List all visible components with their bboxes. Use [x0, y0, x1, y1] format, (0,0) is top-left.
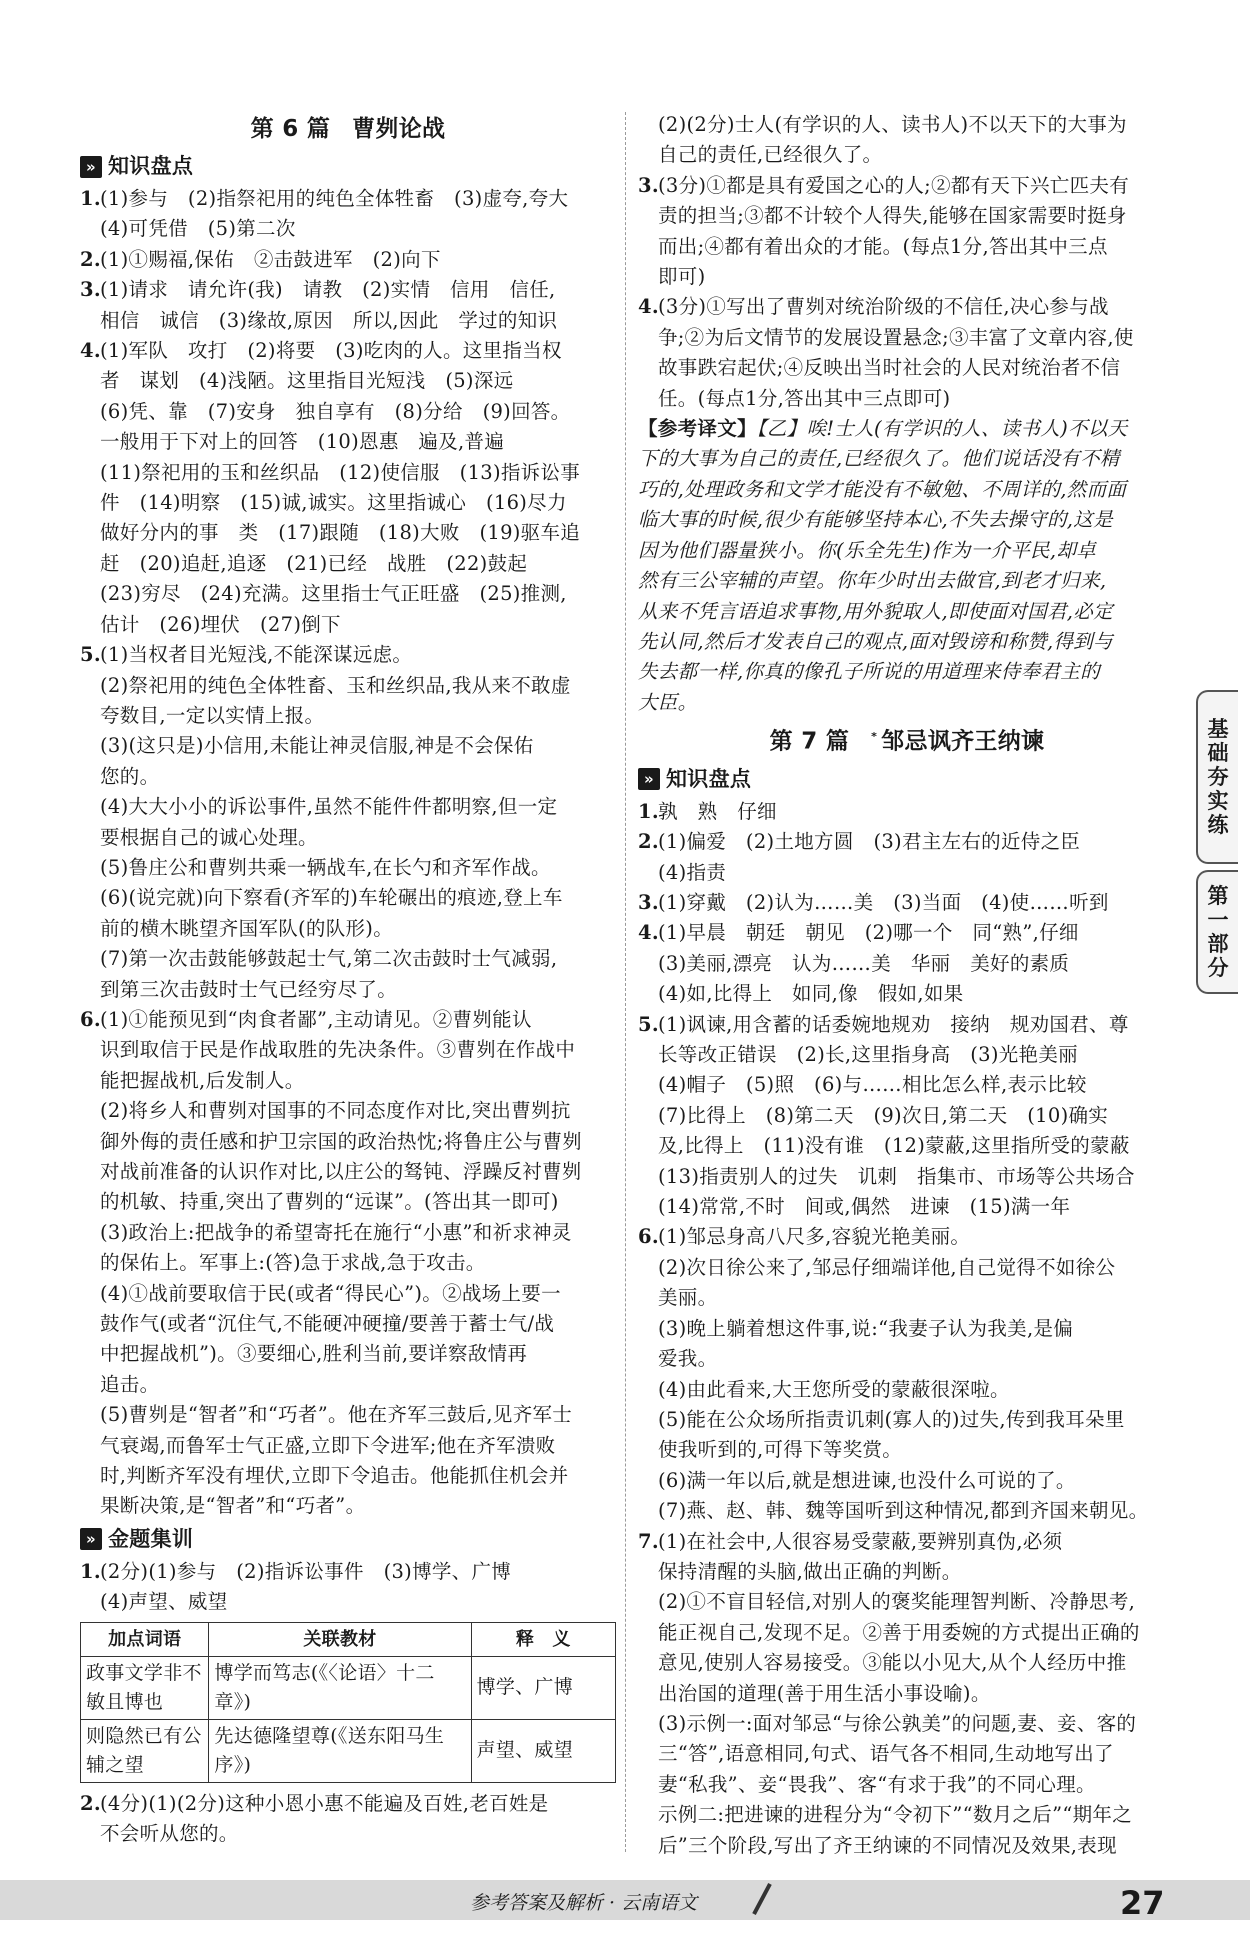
text-line: (4)如,比得上 如同,像 假如,如果 [658, 982, 964, 1006]
side-tab-label: 基础夯实练 [1207, 717, 1229, 837]
list-item [638, 797, 1176, 827]
text-line: 故事跌宕起伏;④反映出当时社会的人民对统治者不信 [658, 356, 1121, 380]
table-cell: 博学而笃志(《〈论语〉十二章》) [209, 1656, 471, 1719]
asterisk-mark: * [871, 730, 878, 744]
side-tab-section [1196, 690, 1238, 864]
text-line: (1)参与 (2)指祭祀用的纯色全体牲畜 (3)虚夸,夸大 [100, 187, 569, 210]
text-line: (1)请求 请允许(我) 请教 (2)实情 信用 信任, [100, 278, 556, 302]
text-line: (11)祭祀用的玉和丝织品 (12)使信服 (13)指诉讼事 [100, 460, 581, 484]
text-line: 自己的责任,已经很久了。 [658, 143, 883, 167]
text-line: (1)当权者目光短浅,不能深谋远虑。 [100, 643, 413, 667]
text-line: 果断决策,是“智者”和“巧者”。 [100, 1494, 366, 1518]
translation-first-line [638, 414, 1176, 444]
text-line: 争;②为后文情节的发展设置悬念;③丰富了文章内容,使 [658, 325, 1134, 349]
text-line: 示例二:把进谏的进程分为“令初下”“数月之后”“期年之 [658, 1803, 1133, 1827]
text-line: 能把握战机,后发制人。 [100, 1068, 305, 1092]
translation-text [638, 414, 1176, 718]
text-line: 件 (14)明察 (15)诚,诚实。这里指诚心 (16)尽力 [100, 491, 567, 515]
chapter-title-6 [80, 112, 616, 146]
list-item [638, 1010, 1176, 1223]
text-line: 从来不凭言语追求事物,用外貌取人,即使面对国君,必定 [638, 599, 1113, 623]
chapter-title-7 [638, 720, 1176, 759]
text-line: 【乙】唉!士人(有学识的人、读书人)不以天 [756, 417, 1128, 441]
text-line: (2)将乡人和曹刿对国事的不同态度作对比,突出曹刿抗 [100, 1099, 571, 1123]
list-item [638, 171, 1176, 293]
text-line: 前的横木眺望齐国军队(的队形)。 [100, 916, 394, 940]
text-line: (4)指责 [658, 860, 727, 884]
text-line: (6)满一年以后,就是想进谏,也没什么可说的了。 [658, 1468, 1076, 1492]
list-item [638, 292, 1176, 414]
table-cell: 则隐然已有公辅之望 [81, 1719, 209, 1782]
text-line: 鼓作气(或者“沉住气,不能硬冲硬撞/要善于蓄士气/战 [100, 1312, 555, 1336]
text-line: 下的大事为自己的责任,已经很久了。他们说话没有不精 [638, 447, 1120, 471]
text-line: (6)(说完就)向下察看(齐军的)车轮碾出的痕迹,登上车 [100, 886, 563, 910]
text-line: 气衰竭,而鲁军士气正盛,立即下令进军;他在齐军溃败 [100, 1433, 556, 1457]
item-number: 3. [80, 278, 101, 302]
knowledge-items [80, 184, 616, 1522]
reference-translation [638, 414, 1176, 718]
list-item [638, 918, 1176, 1009]
section-heading-knowledge [638, 763, 1176, 796]
text-line: (4)声望、威望 [100, 1590, 228, 1614]
list-item [80, 640, 616, 1005]
table-header: 关联教材 [209, 1622, 471, 1656]
table-row [81, 1656, 616, 1719]
list-item [80, 184, 616, 245]
text-line: 时,判断齐军没有埋伏,立即下令追击。他能抓住机会并 [100, 1464, 569, 1488]
list-item [80, 1005, 616, 1522]
text-line: 然有三公宰辅的声望。你年少时出去做官,到老才归来, [638, 569, 1107, 593]
text-line: 爱我。 [658, 1347, 718, 1371]
chapter-name: 邹忌讽齐王纳谏 [881, 728, 1045, 755]
section-label: 金题集训 [108, 1527, 194, 1552]
text-line: 的保佑上。军事上:(答)急于求战,急于攻击。 [100, 1251, 486, 1275]
text-line: 估计 (26)埋伏 (27)倒下 [100, 612, 341, 636]
text-line: (14)常常,不时 间或,偶然 进谏 (15)满一年 [658, 1195, 1071, 1219]
text-line: (2)祭祀用的纯色全体牲畜、玉和丝织品,我从来不敢虚 [100, 673, 571, 697]
text-line: (1)偏爱 (2)土地方圆 (3)君主左右的近侍之臣 [658, 830, 1081, 854]
text-line: 到第三次击鼓时士气已经穷尽了。 [100, 977, 398, 1001]
item-number: 2. [80, 247, 101, 271]
text-line: (3分)①写出了曹刿对统治阶级的不信任,决心参与战 [658, 295, 1109, 319]
text-line: 失去都一样,你真的像孔子所说的用道理来侍奉君主的 [638, 660, 1100, 684]
text-line: 御外侮的责任感和护卫宗国的政治热忱;将鲁庄公与曹刿 [100, 1129, 583, 1153]
text-line: (7)第一次击鼓能够鼓起士气,第二次击鼓时士气减弱, [100, 947, 558, 971]
text-line: 出治国的道理(善于用生活小事设喻)。 [658, 1681, 991, 1705]
left-column [80, 110, 616, 1850]
text-line: (3分)①都是具有爱国之心的人;②都有天下兴亡匹夫有 [658, 173, 1129, 197]
item-number: 1. [80, 1559, 101, 1583]
text-line: 及,比得上 (11)没有谁 (12)蒙蔽,这里指所受的蒙蔽 [658, 1134, 1130, 1158]
text-line: 长等改正错误 (2)长,这里指身高 (3)光艳美丽 [658, 1043, 1078, 1067]
text-line: (13)指责别人的过失 讥刺 指集市、市场等公共场合 [658, 1164, 1135, 1188]
text-line: 后”三个阶段,写出了齐王纳谏的不同情况及效果,表现 [658, 1833, 1117, 1857]
double-chevron-icon: » [638, 768, 660, 790]
text-line: (3)美丽,漂亮 认为……美 华丽 美好的素质 [658, 951, 1070, 975]
list-item [638, 888, 1176, 918]
text-line: 妻“私我”、妾“畏我”、客“有求于我”的不同心理。 [658, 1772, 1096, 1796]
text-line: (4)由此看来,大王您所受的蒙蔽很深啦。 [658, 1377, 1010, 1401]
text-line: 中把握战机”)。③要细心,胜利当前,要详察敌情再 [100, 1342, 528, 1366]
item-number: 6. [638, 1225, 659, 1249]
table-header: 加点词语 [81, 1622, 209, 1656]
section-heading-knowledge [80, 150, 616, 183]
text-line: 能正视自己,发现不足。②善于用委婉的方式提出正确的 [658, 1620, 1140, 1644]
item-number: 5. [638, 1012, 659, 1036]
section-label: 知识盘点 [108, 154, 194, 179]
text-line: 大臣。 [638, 690, 698, 714]
footer-text: 参考答案及解析 · 云南语文 [470, 1892, 698, 1914]
text-line: (1)早晨 朝廷 朝见 (2)哪一个 同“熟”,仔细 [658, 921, 1079, 945]
table-cell: 政事文学非不敏且博也 [81, 1656, 209, 1719]
text-line: (3)(这只是)小信用,未能让神灵信服,神是不会保佑 [100, 734, 534, 758]
side-tab-part [1196, 870, 1238, 994]
exercise-items [638, 171, 1176, 414]
text-line: (4)大大小小的诉讼事件,虽然不能件件都明察,但一定 [100, 795, 558, 819]
text-line: (4)帽子 (5)照 (6)与……相比怎么样,表示比较 [658, 1073, 1087, 1097]
text-line: 识到取信于民是作战取胜的先决条件。③曹刿在作战中 [100, 1038, 576, 1062]
text-line: (4)可凭借 (5)第二次 [100, 217, 296, 241]
item-number: 2. [80, 1791, 101, 1815]
table-cell: 博学、广博 [471, 1656, 615, 1719]
text-line: 不会听从您的。 [100, 1822, 239, 1846]
text-line: 者 谋划 (4)浅陋。这里指目光短浅 (5)深远 [100, 369, 514, 393]
text-line: 对战前准备的认识作对比,以庄公的驽钝、浮躁反衬曹刿 [100, 1160, 582, 1183]
text-line: (2分)(1)参与 (2)指诉讼事件 (3)博学、广博 [100, 1559, 512, 1583]
table-cell: 先达德隆望尊(《送东阳马生序》) [209, 1719, 471, 1782]
item-number: 4. [638, 921, 659, 945]
text-line: (7)燕、赵、韩、魏等国听到这种情况,都到齐国来朝见。 [658, 1499, 1149, 1523]
text-line: 因为他们器量狭小。你(乐全先生)作为一介平民,却卓 [638, 538, 1096, 562]
table-row [81, 1719, 616, 1782]
text-line: (7)比得上 (8)第二天 (9)次日,第二天 (10)确实 [658, 1103, 1109, 1127]
text-line: 先认同,然后才发表自己的观点,面对毁谤和称赞,得到与 [638, 629, 1113, 653]
text-line: 使我听到的,可得下等奖赏。 [658, 1438, 903, 1462]
text-line: 任。(每点1分,答出其中三点即可) [658, 386, 951, 410]
text-line: (4分)(1)(2分)这种小恩小惠不能遍及百姓,老百姓是 [100, 1791, 549, 1815]
list-item [638, 827, 1176, 888]
item-number: 1. [80, 187, 101, 210]
text-line: (1)①赐福,保佑 ②击鼓进军 (2)向下 [100, 247, 441, 271]
text-line: 三“答”,语意相同,句式、语气各不相同,生动地写出了 [658, 1742, 1114, 1766]
chapter-number: 第 6 篇 [250, 116, 331, 142]
text-line: (5)鲁庄公和曹刿共乘一辆战车,在长勺和齐军作战。 [100, 855, 551, 879]
text-line: (1)在社会中,人很容易受蒙蔽,要辨别真伪,必须 [658, 1529, 1063, 1553]
footer-bar [0, 1880, 1250, 1920]
text-line: (1)①能预见到“肉食者鄙”,主动请见。②曹刿能认 [100, 1007, 532, 1031]
text-line: (2)①不盲目轻信,对别人的褒奖能理智判断、冷静思考, [658, 1590, 1136, 1614]
continued-answer [638, 110, 1176, 171]
text-line: 孰 熟 仔细 [658, 799, 777, 823]
text-line: (3)示例一:面对邹忌“与徐公孰美”的问题,妻、妾、客的 [658, 1711, 1137, 1735]
right-column [638, 110, 1176, 1861]
section-label: 知识盘点 [666, 767, 752, 792]
text-line: (3)晚上躺着想这件事,说:“我妻子认为我美,是偏 [658, 1316, 1074, 1340]
item-number: 6. [80, 1007, 101, 1031]
text-line: 追击。 [100, 1372, 160, 1396]
list-item [80, 245, 616, 275]
text-line: 美丽。 [658, 1286, 718, 1310]
item-number: 3. [638, 173, 659, 197]
chapter-number: 第 7 篇 [769, 728, 850, 755]
text-line: (2)次日徐公来了,邹忌仔细端详他,自己觉得不如徐公 [658, 1255, 1116, 1279]
text-line: (4)①战前要取信于民(或者“得民心”)。②战场上要一 [100, 1281, 561, 1305]
text-line: (3)政治上:把战争的希望寄托在施行“小惠”和祈求神灵 [100, 1220, 572, 1244]
text-line: 的机敏、持重,突出了曹刿的“远谋”。(答出其一即可) [100, 1190, 559, 1214]
page-number: 27 [1120, 1884, 1165, 1922]
text-line: 夸数目,一定以实情上报。 [100, 703, 325, 727]
list-item [80, 275, 616, 336]
double-chevron-icon: » [80, 1528, 102, 1550]
item-number: 5. [80, 643, 101, 667]
side-tab-label: 第一部分 [1207, 884, 1229, 980]
text-line: (1)军队 攻打 (2)将要 (3)吃肉的人。这里指当权 [100, 339, 562, 363]
exercise-item-2 [80, 1789, 616, 1850]
text-line: 巧的,处理政务和文学才能没有不敏勉、不周详的,然而面 [638, 477, 1127, 501]
text-line: 做好分内的事 类 (17)跟随 (18)大败 (19)驱车追 [100, 521, 581, 545]
text-line: (6)凭、靠 (7)安身 独自享有 (8)分给 (9)回答。 [100, 399, 571, 423]
text-line: (2)(2分)士人(有学识的人、读书人)不以天下的大事为 [658, 113, 1127, 136]
text-line: (5)曹刿是“智者”和“巧者”。他在齐军三鼓后,见齐军士 [100, 1403, 573, 1427]
text-line: 责的担当;③都不计较个人得失,能够在国家需要时挺身 [658, 204, 1127, 228]
text-line: (23)穷尽 (24)充满。这里指士气正旺盛 (25)推测, [100, 582, 567, 606]
table-header: 释 义 [471, 1622, 615, 1656]
text-line: 一般用于下对上的回答 (10)恩惠 遍及,普遍 [100, 430, 505, 454]
text-line: (1)邹忌身高八尺多,容貌光艳美丽。 [658, 1225, 971, 1249]
text-line: (1)穿戴 (2)认为……美 (3)当面 (4)使……听到 [658, 891, 1109, 914]
text-line: (5)能在公众场所指责讥刺(寡人的)过失,传到我耳朵里 [658, 1407, 1125, 1431]
list-item [638, 1527, 1176, 1861]
column-divider [625, 112, 626, 1852]
item-number: 3. [638, 891, 659, 914]
translation-label: 【参考译文】 [638, 417, 757, 441]
text-line: 相信 诚信 (3)缘故,原因 所以,因此 学过的知识 [100, 308, 558, 332]
item-number: 4. [80, 339, 101, 363]
item-number: 2. [638, 830, 659, 854]
list-item [80, 336, 616, 640]
knowledge-items [638, 797, 1176, 1861]
chapter-name: 曹刿论战 [352, 116, 446, 142]
text-line: 意见,使别人容易接受。③能以小见大,从个人经历中推 [658, 1651, 1127, 1675]
item-number: 4. [638, 295, 659, 319]
text-line: 临大事的时候,很少有能够坚持本心,不失去操守的,这是 [638, 508, 1113, 532]
item-number: 1. [638, 799, 659, 823]
slash-decoration [752, 1883, 771, 1915]
item-number: 7. [638, 1529, 659, 1553]
table-header-row [81, 1622, 616, 1656]
section-heading-exercises [80, 1523, 616, 1556]
text-line: 保持清醒的头脑,做出正确的判断。 [658, 1559, 962, 1583]
text-line: (1)讽谏,用含蓄的话委婉地规劝 接纳 规劝国君、尊 [658, 1012, 1129, 1036]
exercise-item-1 [80, 1557, 616, 1618]
table-cell: 声望、威望 [471, 1719, 615, 1782]
text-line: 您的。 [100, 764, 160, 788]
text-line: 要根据自己的诚心处理。 [100, 825, 318, 849]
text-line: 赶 (20)追赶,追逐 (21)已经 战胜 (22)鼓起 [100, 551, 528, 575]
text-line: 而出;④都有着出众的才能。(每点1分,答出其中三点 [658, 234, 1108, 258]
list-item [638, 1222, 1176, 1526]
vocab-table [80, 1622, 616, 1783]
double-chevron-icon: » [80, 156, 102, 178]
text-line: 即可) [658, 265, 706, 289]
